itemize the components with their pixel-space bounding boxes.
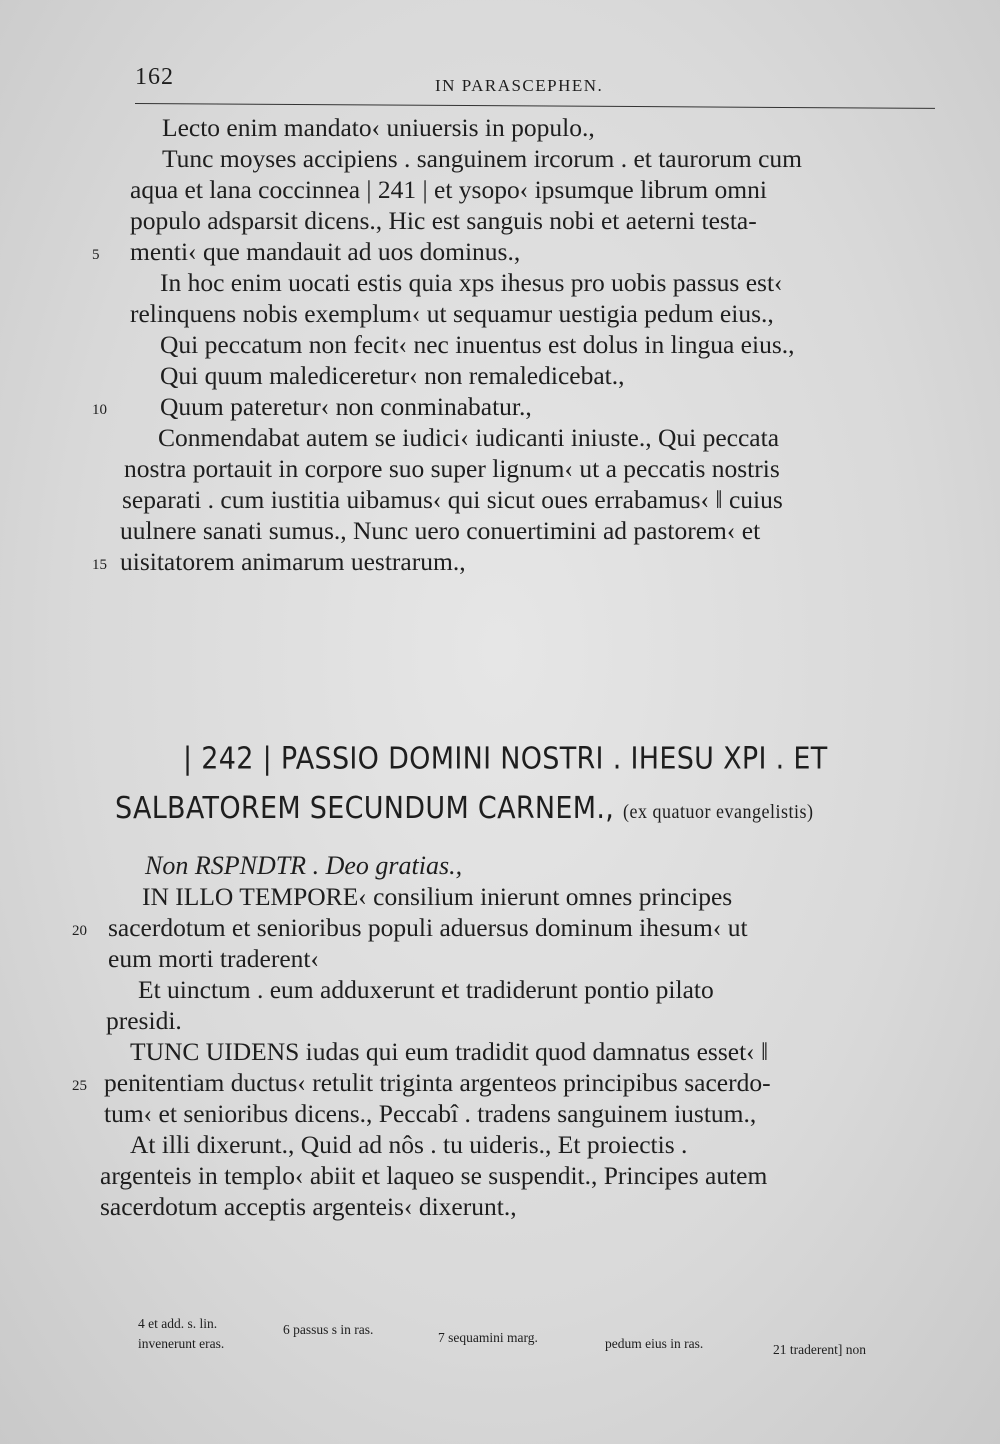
text-line [120, 174, 932, 205]
passion-lines [72, 881, 915, 1222]
text-line [100, 881, 915, 912]
text-line [92, 391, 932, 422]
text-line [100, 1191, 915, 1222]
line-text: At illi dixerunt., Quid ad nôs . tu uideris., Et proiectis . [130, 1130, 688, 1159]
line-text: Qui quum malediceretur‹ non remaledicebat., [160, 361, 625, 390]
text-line [72, 1067, 915, 1098]
line-text: presidi. [106, 1006, 182, 1035]
text-line [120, 484, 932, 515]
text-line [120, 143, 932, 174]
line-text: aqua et lana coccinnea | 241 | et ysopo‹ ipsumque librum omni [130, 175, 767, 204]
text-line [100, 1160, 915, 1191]
line-text: Et uinctum . eum adduxerunt et tradiderunt pontio pilato [138, 975, 714, 1004]
epistle-text [92, 112, 932, 577]
running-title: IN PARASCEPHEN. [435, 76, 604, 95]
text-line [120, 298, 932, 329]
line-text: populo adsparsit dicens., Hic est sanguis nobi et aeterni testa- [130, 206, 757, 235]
line-text: uulnere sanati sumus., Nunc uero conuertimini ad pastorem‹ et [120, 516, 761, 545]
text-line [92, 546, 932, 577]
line-text: tum‹ et senioribus dicens., Peccabî . tradens sanguinem iustum., [104, 1099, 757, 1128]
line-text: nostra portauit in corpore suo super lignum‹ ut a peccatis nostris [124, 454, 780, 483]
line-number: 15 [92, 557, 107, 573]
text-line [120, 112, 932, 143]
footnote: pedum eius in ras. [605, 1336, 704, 1351]
text-line [72, 912, 915, 943]
line-text: Qui peccatum non fecit‹ nec inuentus est dolus in lingua eius., [160, 330, 795, 359]
footnote: 21 traderent] non [773, 1342, 866, 1357]
line-text: Quum pateretur‹ non conminabatur., [160, 392, 532, 421]
heading-line-2 [115, 784, 935, 836]
text-line [120, 515, 932, 546]
heading-line-2-note: (ex quatuor evangelistis) [623, 799, 814, 823]
text-line [120, 267, 932, 298]
line-number: 10 [92, 402, 107, 418]
line-text: IN ILLO TEMPORE‹ consilium inierunt omnes principes [142, 882, 733, 911]
section-heading [115, 735, 935, 836]
text-line [120, 422, 932, 453]
line-text: argenteis in templo‹ abiit et laqueo se suspendit., Principes autem [100, 1161, 768, 1190]
rubric: Non RSPNDTR . Deo gratias., [145, 851, 463, 880]
line-text: Conmendabat autem se iudici‹ iudicanti iniuste., Qui peccata [158, 423, 780, 452]
line-text: penitentiam ductus‹ retulit triginta argenteos principibus sacerdo- [104, 1068, 771, 1097]
header-rule [135, 103, 935, 109]
line-text: sacerdotum et senioribus populi aduersus dominum ihesum‹ ut [108, 913, 748, 942]
passion-text [72, 850, 915, 1222]
line-text: sacerdotum acceptis argenteis‹ dixerunt., [100, 1192, 517, 1221]
line-text: eum morti traderent‹ [108, 944, 319, 973]
text-line [100, 1098, 915, 1129]
line-text: separati . cum iustitia uibamus‹ qui sicut oues errabamus‹ ‖ cuius [122, 485, 783, 514]
footnote: 4 et add. s. lin. [138, 1316, 218, 1331]
page-number: 162 [135, 64, 174, 90]
text-line [120, 205, 932, 236]
line-text: In hoc enim uocati estis quia xps ihesus pro uobis passus est‹ [160, 268, 783, 297]
text-line [120, 453, 932, 484]
text-line [100, 943, 915, 974]
line-number: 20 [72, 923, 87, 939]
running-head [135, 62, 935, 102]
line-text: Lecto enim mandato‹ uniuersis in populo., [162, 113, 595, 142]
text-line [100, 1129, 915, 1160]
footnote: 6 passus s in ras. [283, 1322, 374, 1337]
line-text: relinquens nobis exemplum‹ ut sequamur uestigia pedum eius., [130, 299, 774, 328]
line-text: Tunc moyses accipiens . sanguinem ircorum . et taurorum cum [162, 144, 802, 173]
text-line [100, 974, 915, 1005]
line-number: 5 [92, 247, 100, 263]
text-line [100, 1036, 915, 1067]
footnote: 7 sequamini marg. [438, 1330, 538, 1345]
text-line [120, 360, 932, 391]
line-text: menti‹ que mandauit ad uos dominus., [130, 237, 521, 266]
line-text: uisitatorem animarum uestrarum., [120, 547, 466, 576]
line-number: 25 [72, 1078, 87, 1094]
footnotes [138, 1315, 908, 1375]
heading-line-1: | 242 | PASSIO DOMINI NOSTRI . IHESU XPI . ET [183, 741, 828, 777]
text-line [92, 236, 932, 267]
heading-line-2-main: SALBATOREM SECUNDUM CARNEM., [115, 791, 615, 826]
footnote: invenerunt eras. [138, 1336, 225, 1351]
line-text: TUNC UIDENS iudas qui eum tradidit quod damnatus esset‹ ‖ [130, 1037, 769, 1066]
text-line [100, 1005, 915, 1036]
text-line [120, 329, 932, 360]
